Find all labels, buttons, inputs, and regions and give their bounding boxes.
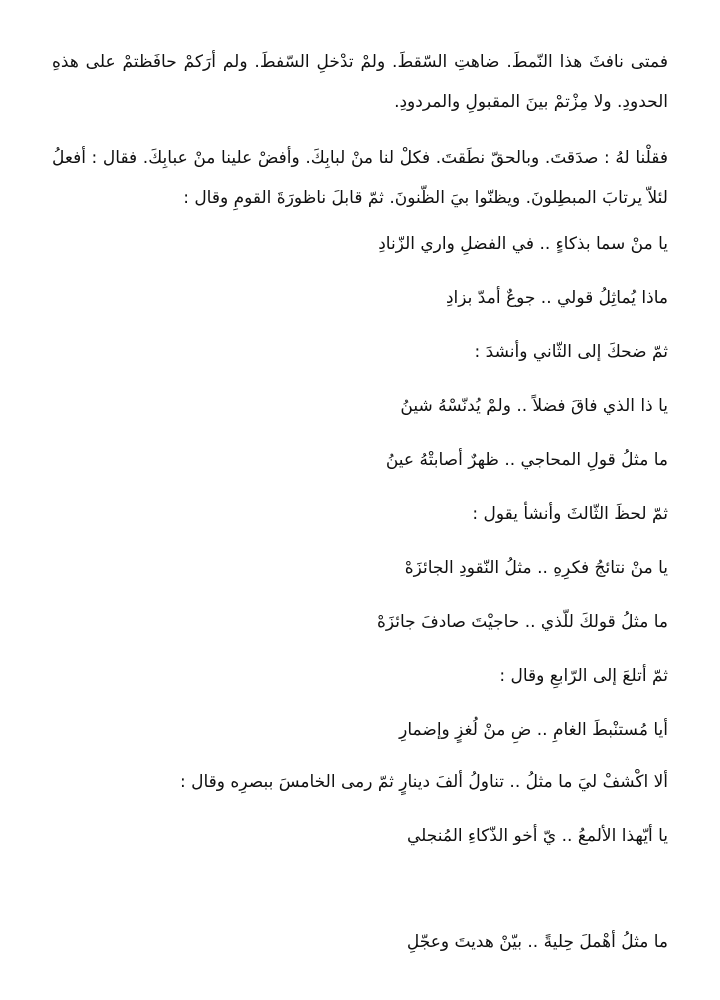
narrative-line: ثمّ أتلعَ إلى الرّابعِ وقال : (499, 666, 668, 686)
verse-line: يا أيّهذا الألمعُ .. يّ أخو الذّكاءِ المُنجلي (406, 826, 668, 846)
verse-line: يا ذا الذي فاقَ فضلاً .. ولمْ يُدنّسْهُ شينُ (400, 396, 668, 416)
paragraph-1: فمتى نافثَ هذا النّمطَ. ضاهتِ السّقطَ. ولمْ تدْخلِ السّفطَ. ولم أرَكمْ حافَظتمْ على هذهِ الحدودِ. ولا مِزْتمْ بينَ المقبولِ والمردودِ. (52, 52, 668, 112)
verse-line: ما مثلُ أهْملَ حِليةً .. بيّنْ هديتَ وعجّلِ (406, 932, 668, 952)
paragraph-2: فقلْنا لهُ : صدَقتَ. وبالحقّ نطَقتَ. فكلْ لنا منْ لبابِكَ. وأفضْ علينا منْ عبابِكَ. فقال : أفعلُ لئلاّ يرتابَ المبطِلونَ. ويظنّوا بيَ الظّنونَ. ثمّ قابلَ ناظورَةَ القومِ وقال : (52, 148, 668, 208)
verse-line: يا منْ نتائجُ فكرِهِ .. مثلُ النّقودِ الجائزَهْ (404, 558, 668, 578)
narrative-line: ثمّ ضحكَ إلى الثّاني وأنشدَ : (474, 342, 668, 362)
verse-line: يا منْ سما بذكاءٍ .. في الفضلِ واري الزّنادِ (378, 234, 668, 254)
narrative-line: ثمّ لحظَ الثّالثَ وأنشأ يقول : (472, 504, 668, 524)
verse-line: أيا مُستنْبطَ الغامِ .. ضِ منْ لُغزٍ وإضمارِ (399, 720, 668, 740)
verse-line: ماذا يُماثِلُ قولي .. جوعٌ أمدّ بزادِ (445, 288, 668, 308)
verse-line: ألا اكْشفْ ليَ ما مثلُ .. تناولُ ألفَ دينارٍ ثمّ رمى الخامسَ ببصرِه وقال : (180, 772, 668, 792)
verse-line: ما مثلُ قولِ المحاجي .. ظهرٌ أصابتْهُ عينُ (385, 450, 668, 470)
verse-line: ما مثلُ قولكَ للّذي .. حاجيْتَ صادفَ جائزَهْ (376, 612, 668, 632)
